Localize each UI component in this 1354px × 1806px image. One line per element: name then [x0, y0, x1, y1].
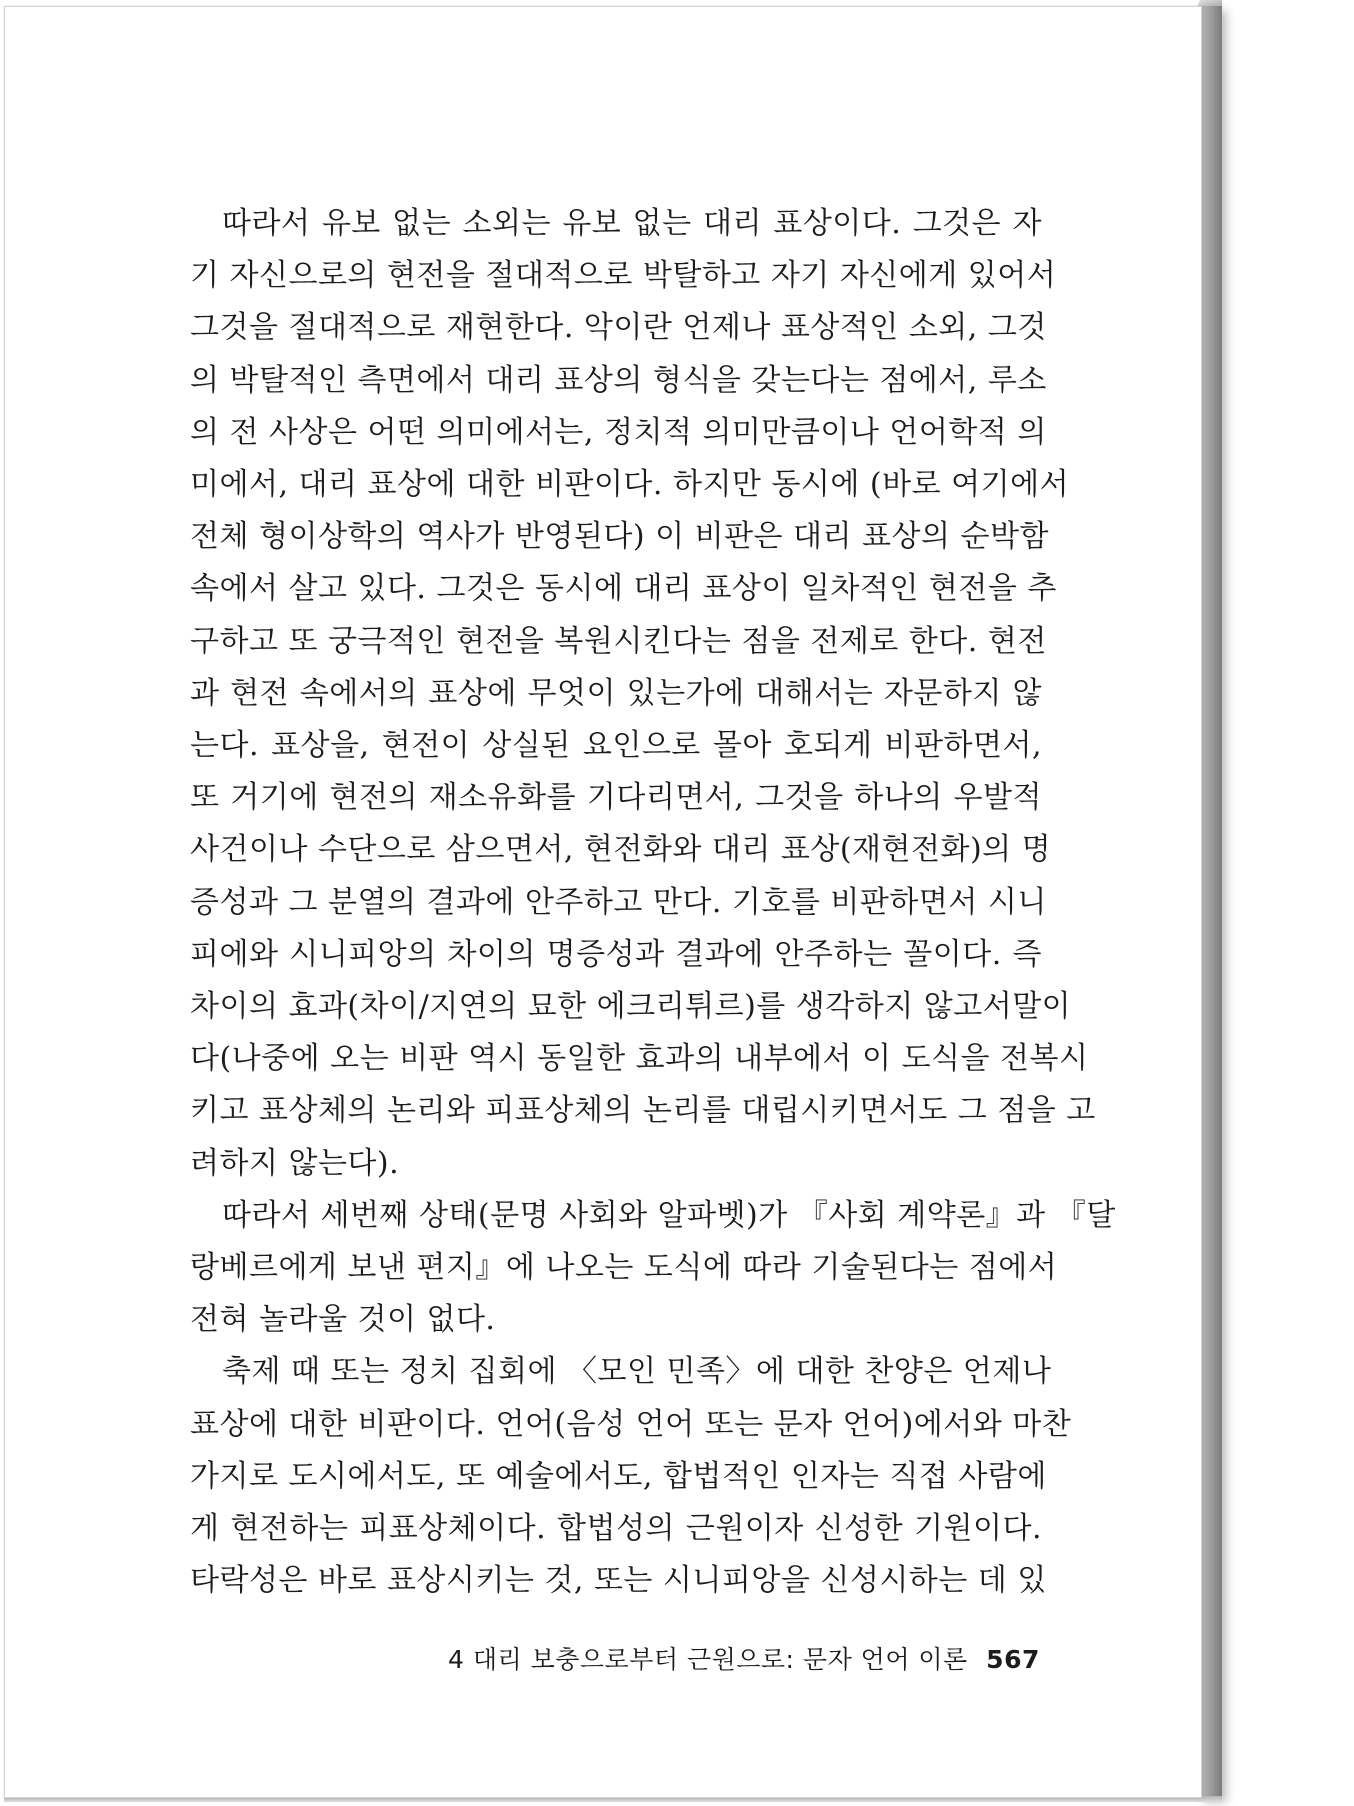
text-line: 과 현전 속에서의 표상에 무엇이 있는가에 대해서는 자문하지 않 — [190, 675, 1042, 711]
text-line: 피에와 시니피앙의 차이의 명증성과 결과에 안주하는 꼴이다. 즉 — [190, 936, 1042, 972]
text-line: 기 자신으로의 현전을 절대적으로 박탈하고 자기 자신에게 있어서 — [190, 258, 1057, 294]
text-line: 증성과 그 분열의 결과에 안주하고 만다. 기호를 비판하면서 시니 — [190, 884, 1047, 920]
text-line: 는다. 표상을, 현전이 상실된 요인으로 몰아 호되게 비판하면서, — [190, 728, 1042, 764]
text-line: 따라서 세번째 상태(문명 사회와 알파벳)가 『사회 계약론』과 『달 — [222, 1197, 1116, 1233]
text-line: 표상에 대한 비판이다. 언어(음성 언어 또는 문자 언어)에서와 마찬 — [190, 1406, 1072, 1442]
text-line: 랑베르에게 보낸 편지』에 나오는 도식에 따라 기술된다는 점에서 — [190, 1250, 1058, 1286]
page-edge — [1200, 6, 1222, 1798]
text-line: 사건이나 수단으로 삼으면서, 현전화와 대리 표상(재현전화)의 명 — [190, 832, 1052, 868]
text-line: 따라서 유보 없는 소외는 유보 없는 대리 표상이다. 그것은 자 — [222, 206, 1042, 241]
text-line: 속에서 살고 있다. 그것은 동시에 대리 표상이 일차적인 현전을 추 — [190, 571, 1057, 607]
text-line: 미에서, 대리 표상에 대한 비판이다. 하지만 동시에 (바로 여기에서 — [190, 467, 1070, 503]
text-line: 키고 표상체의 논리와 피표상체의 논리를 대립시키면서도 그 점을 고 — [190, 1093, 1096, 1129]
text-line: 려하지 않는다). — [190, 1145, 400, 1181]
page-footer — [448, 1640, 1040, 1676]
text-line: 의 전 사상은 어떤 의미에서는, 정치적 의미만큼이나 언어학적 의 — [190, 414, 1047, 450]
text-line: 다(나중에 오는 비판 역시 동일한 효과의 내부에서 이 도식을 전복시 — [190, 1041, 1089, 1077]
text-line: 차이의 효과(차이/지연의 묘한 에크리튀르)를 생각하지 않고서말이 — [190, 989, 1072, 1025]
text-line: 구하고 또 궁극적인 현전을 복원시킨다는 점을 전제로 한다. 현전 — [190, 623, 1047, 659]
text-line: 타락성은 바로 표상시키는 것, 또는 시니피앙을 신성시하는 데 있 — [190, 1563, 1047, 1599]
text-line: 전혀 놀라울 것이 없다. — [190, 1302, 496, 1338]
running-head: 4 대리 보충으로부터 근원으로: 문자 언어 이론 — [448, 1645, 968, 1674]
page-number: 567 — [986, 1645, 1040, 1674]
text-line: 그것을 절대적으로 재현한다. 악이란 언제나 표상적인 소외, 그것 — [190, 310, 1047, 346]
text-line: 축제 때 또는 정치 집회에 〈모인 민족〉에 대한 찬양은 언제나 — [222, 1354, 1052, 1390]
text-line: 또 거기에 현전의 재소유화를 기다리면서, 그것을 하나의 우발적 — [190, 780, 1042, 816]
paragraph-1 — [190, 198, 1096, 1190]
text-line: 가지로 도시에서도, 또 예술에서도, 합법적인 인자는 직접 사람에 — [190, 1458, 1047, 1494]
paragraph-2 — [190, 1190, 1116, 1347]
paragraph-3 — [190, 1346, 1072, 1607]
text-line: 전체 형이상학의 역사가 반영된다) 이 비판은 대리 표상의 순박함 — [190, 519, 1049, 555]
text-line: 의 박탈적인 측면에서 대리 표상의 형식을 갖는다는 점에서, 루소 — [190, 362, 1047, 398]
text-line: 게 현전하는 피표상체이다. 합법성의 근원이자 신성한 기원이다. — [190, 1511, 1042, 1547]
body-text — [190, 198, 1116, 1607]
